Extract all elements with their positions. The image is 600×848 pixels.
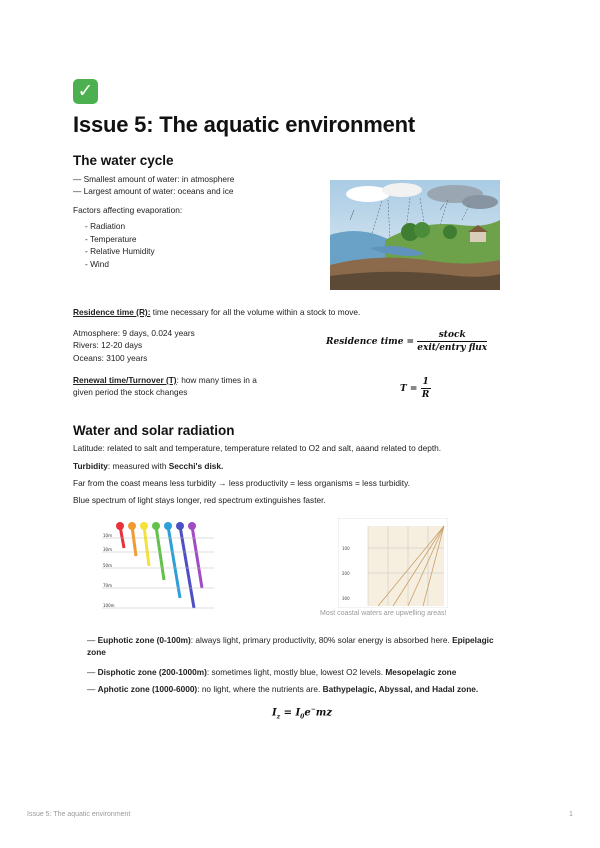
renewal-time-definition-2: given period the stock changes — [73, 387, 188, 397]
formula-iz: I — [272, 707, 277, 719]
renewal-formula-lhs: T — [400, 384, 407, 394]
residence-formula: Residence time = $\frac{\text{stock}}{\text{exit/entry flux}}$ — [326, 330, 488, 353]
coast-turbidity-text: Far from the coast means less turbidity → less productivity = less organisms = less turbidity. — [73, 478, 410, 488]
factor-item: - Wind — [85, 259, 109, 269]
residence-formula-lhs: Residence time — [326, 337, 404, 347]
solar-radiation-heading: Water and solar radiation — [73, 423, 235, 438]
chart-depth-label: 300 — [342, 596, 350, 601]
depth-label: 50m — [103, 563, 112, 568]
page-number: 1 — [569, 811, 573, 818]
renewal-time-line-1 — [73, 374, 257, 386]
euphotic-zone-desc: : always light, primary productivity, 80% solar energy is absorbed here. — [190, 635, 453, 645]
euphotic-zone-pelagic: Epipelagic — [452, 635, 494, 645]
smallest-water-text: — Smallest amount of water: in atmosphere — [73, 174, 235, 184]
turbidity-label: Turbidity — [73, 461, 108, 471]
chart-depth-label: 100 — [342, 546, 350, 551]
coastal-waters-caption: Most coastal waters are upwelling areas! — [320, 610, 447, 617]
residence-time-line — [73, 306, 360, 318]
formula-equals: = — [280, 707, 296, 719]
euphotic-zone-item — [87, 634, 527, 646]
light-attenuation-formula — [272, 706, 332, 720]
latitude-text: Latitude: related to salt and temperature, temperature related to O2 and salt, aaand related to depth. — [73, 443, 442, 453]
residence-formula-denominator: exit/entry flux — [417, 343, 488, 353]
residence-oceans: Oceans: 3100 years — [73, 353, 148, 363]
euphotic-zone-wrap: zone — [87, 647, 106, 657]
factor-item: - Temperature — [85, 234, 137, 244]
footer-title: Issue 5: The aquatic environment — [27, 811, 131, 818]
renewal-time-label: Renewal time/Turnover (T) — [73, 375, 177, 385]
aphotic-zone-item — [87, 683, 478, 695]
zone-prefix: — — [87, 684, 98, 694]
zone-prefix: — — [87, 635, 98, 645]
residence-atmosphere: Atmosphere: 9 days, 0.024 years — [73, 328, 195, 338]
aphotic-zone-desc: : no light, where the nutrients are. — [197, 684, 323, 694]
disphotic-zone-item — [87, 666, 456, 678]
factor-item: - Relative Humidity — [85, 246, 155, 256]
factors-intro: Factors affecting evaporation: — [73, 205, 183, 215]
depth-label: 100m — [103, 603, 115, 608]
coastal-waters-chart — [338, 518, 448, 608]
residence-time-definition: time necessary for all the volume within a stock to move. — [150, 307, 361, 317]
spectrum-text: Blue spectrum of light stays longer, red spectrum extinguishes faster. — [73, 495, 326, 505]
zone-prefix: — — [87, 667, 98, 677]
disphotic-zone-name: Disphotic zone (200-1000m) — [97, 667, 207, 677]
residence-formula-numerator: stock — [417, 330, 487, 342]
residence-rivers: Rivers: 12-20 days — [73, 340, 143, 350]
renewal-time-definition-1: : how many times in a — [176, 375, 257, 385]
chart-depth-label: 200 — [342, 571, 350, 576]
formula-mz: mz — [315, 707, 332, 719]
euphotic-zone-name: Euphotic zone (0-100m) — [97, 635, 191, 645]
renewal-formula-numerator: 1 — [422, 377, 429, 387]
largest-water-text: — Largest amount of water: oceans and ice — [73, 186, 234, 196]
aphotic-zone-name: Aphotic zone (1000-6000) — [97, 684, 198, 694]
page-title: Issue 5: The aquatic environment — [73, 112, 416, 137]
disphotic-zone-pelagic: Mesopelagic zone — [385, 667, 457, 677]
depth-label: 30m — [103, 547, 112, 552]
secchi-disk: Secchi's disk. — [168, 461, 224, 471]
depth-label: 70m — [103, 583, 112, 588]
disphotic-zone-desc: : sometimes light, mostly blue, lowest O2 levels. — [206, 667, 386, 677]
water-cycle-heading: The water cycle — [73, 153, 174, 168]
light-penetration-diagram — [102, 518, 214, 614]
renewal-formula: T = $\frac{1}{R}$ — [400, 377, 430, 400]
depth-label: 10m — [103, 533, 112, 538]
check-mark-icon: ✓ — [73, 79, 98, 104]
turbidity-line — [73, 460, 223, 472]
renewal-formula-denominator: R — [421, 390, 430, 400]
factor-item: - Radiation — [85, 221, 126, 231]
formula-i0: I — [295, 707, 301, 719]
residence-time-label: Residence time (R): — [73, 307, 151, 317]
aphotic-zone-pelagic: Bathypelagic, Abyssal, and Hadal zone. — [322, 684, 479, 694]
formula-z-sub: z — [276, 713, 281, 721]
formula-0-sub: 0 — [300, 713, 305, 721]
turbidity-mid: : measured with — [107, 461, 169, 471]
formula-minus: − — [310, 706, 316, 713]
water-cycle-illustration — [330, 180, 500, 290]
formula-e: e — [304, 707, 311, 719]
